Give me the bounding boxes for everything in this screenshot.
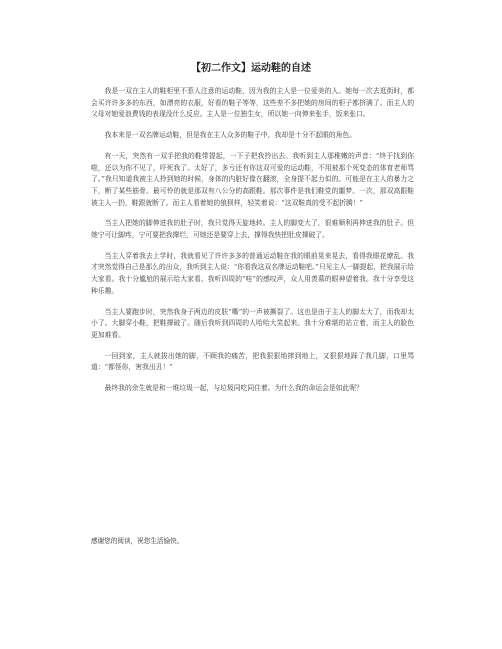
paragraph-7: 一回到家，主人就拔出她的脚，不顾我的痛苦，把我狠狠地摔到地上，又狠狠地踩了我几脚，口里骂道：“都怪你，害我出丑！” xyxy=(91,351,414,372)
paragraph-5: 当主人穿着我去上学时，我就看见了许许多多的普通运动鞋在我的眼前晃来晃去，看得我眼花缭乱。我才突然觉得自己是那么的出众，我听到主人说：“你看我这双名牌运动鞋吧。”只见主人一脚提起，把我展示给大家看。我十分尴尬的展示给大家看。我听四周的“哇”的感叹声，众人用羡慕的眼神望着我。我十分享受这种乐趣。 xyxy=(91,251,415,295)
paragraph-2: 我本来是一双名牌运动鞋，但是我在主人众多的鞋子中，我却是十分不起眼的角色。 xyxy=(104,131,357,140)
paragraph-8: 最终我的余生就是和一堆垃圾一起，与垃圾同吃同住着。为什么我的命运会是如此呢？ xyxy=(104,384,363,393)
paragraph-6: 当主人要跑步时，突然我身子两边的皮肤“嘶”的一声被撕裂了。这也是由于主人的脚太大了，而我却太小了。大脚穿小鞋，把鞋撑破了。随后我听到四周的人哈哈大笑起来。我十分难堪的站立着，而主人的脸色更加难看。 xyxy=(91,307,414,339)
paragraph-1: 我是一双在主人的鞋柜里不惹人注意的运动鞋，因为我的主人是一位爱美的人。她每一次去逛街时，都会买许许多多的东西，如漂亮的衣服，好看的鞋子等等，这些差不多把她的房间的柜子都挤满了。而主人的父母对她爱浪费钱的表现没什么反应。主人是一位独生女，所以她一向伸来张手，饭来张口。 xyxy=(91,87,414,119)
paragraph-4: 当主人把她的脚伸进我的肚子时，我只觉得天旋地转。主人的脚变大了，很难顺利再伸进我的肚子。但她宁可让脚疼，宁可要把我撑烂，可她还是要穿上去，撑得我快把肚皮撑破了。 xyxy=(91,219,414,240)
document-title: 【初二作文】运动鞋的自述 xyxy=(191,63,311,74)
footer-note: 感谢您的阅读，祝您生活愉快。 xyxy=(91,537,184,545)
document-body xyxy=(91,86,414,404)
paragraph-3: 有一天，突然有一双手把我的鞋带提起，一下子把我拎出去。我听到主人那稚嫩的声音：“终于找到你啦，还以为你不见了，吓死我了。太好了，多亏还有你这双可爱的运动鞋，不用被那个死变态的体育老师骂了。”我只知道我被主人拎到她的时候，身体的内脏好像在翻滚，全身提不起力似的。可能是在主人的暴力之下，断了某些筋骨。最可怜的就是那双有八公分的高跟鞋。那次事件是我们鞋党的噩梦。一次，那双高跟鞋被主人一扔，鞋跟就断了。而主人看着她的狼狈样，轻笑着说：“这双鞋真的受不起折腾！” xyxy=(91,151,414,207)
